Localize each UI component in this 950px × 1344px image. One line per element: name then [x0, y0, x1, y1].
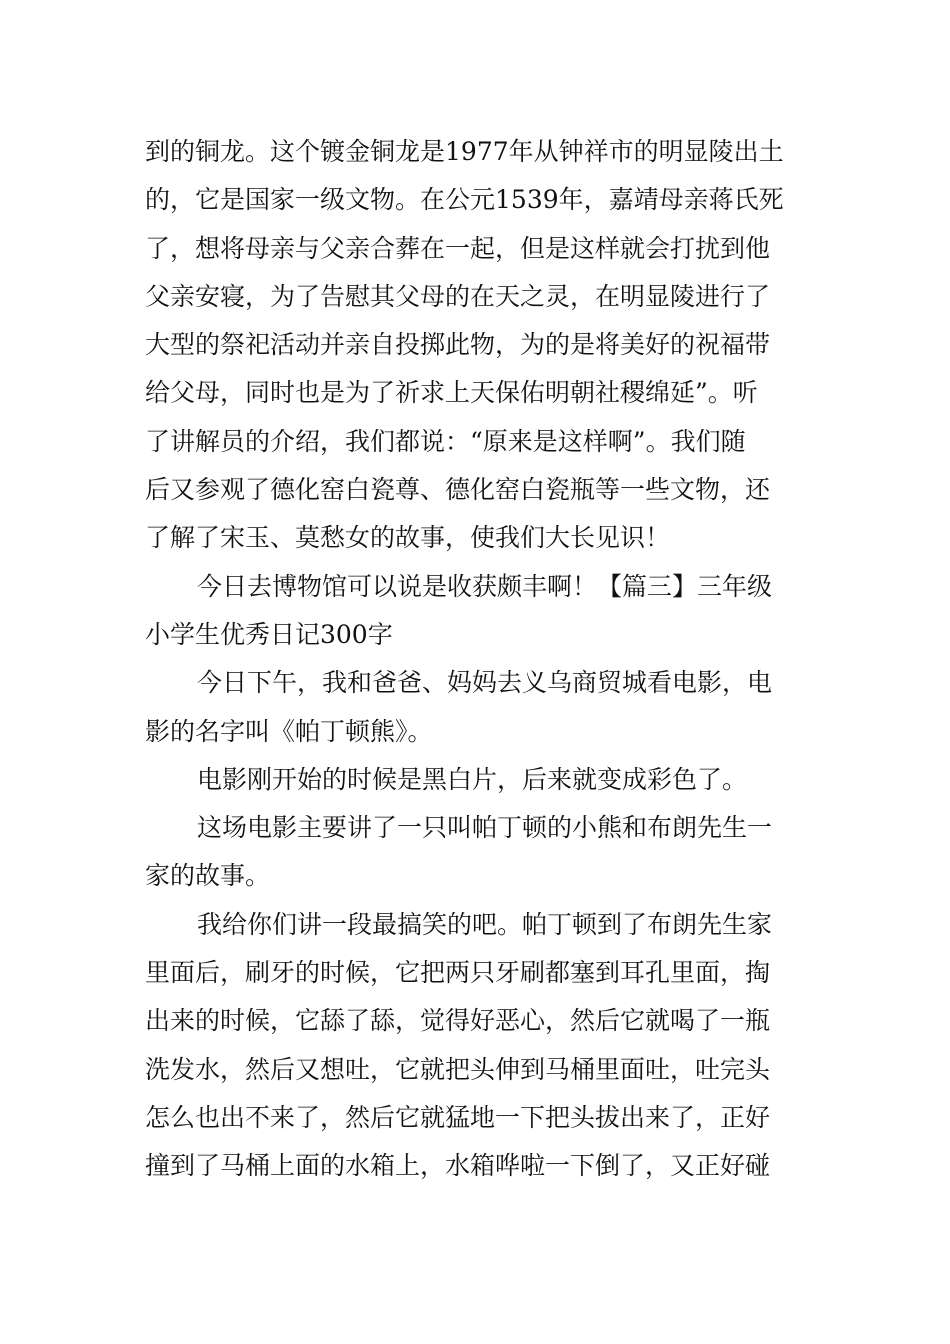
text-line: 了解了宋玉、莫愁女的故事，使我们大长见识！ — [145, 523, 671, 553]
text-line: 今日去博物馆可以说是收获颇丰啊！【篇三】三年级 — [197, 571, 773, 601]
text-line: 电影刚开始的时候是黑白片，后来就变成彩色了。 — [197, 764, 748, 794]
text-line: 今日下午，我和爸爸、妈妈去义乌商贸城看电影，电 — [197, 668, 773, 698]
text-line: 大型的祭祀活动并亲自投掷此物，为的是将美好的祝福带 — [145, 330, 771, 360]
text-line: 撞到了马桶上面的水箱上，水箱哗啦一下倒了，又正好碰 — [145, 1151, 771, 1181]
text-line: 了，想将母亲与父亲合葬在一起，但是这样就会打扰到他 — [145, 233, 771, 263]
text-line: 洗发水，然后又想吐，它就把头伸到马桶里面吐，吐完头 — [145, 1054, 771, 1084]
text-line: 里面后，刷牙的时候，它把两只牙刷都塞到耳孔里面，掏 — [145, 958, 771, 988]
text-line: 给父母，同时也是为了祈求上天保佑明朝社稷绵延”。听 — [145, 378, 758, 408]
text-line: 了讲解员的介绍，我们都说：“原来是这样啊”。我们随 — [145, 426, 746, 456]
text-line: 我给你们讲一段最搞笑的吧。帕丁顿到了布朗先生家 — [197, 909, 773, 939]
text-line: 家的故事。 — [145, 861, 271, 891]
text-line: 小学生优秀日记300字 — [145, 619, 393, 649]
text-line: 父亲安寝，为了告慰其父母的在天之灵，在明显陵进行了 — [145, 281, 771, 311]
text-line: 后又参观了德化窑白瓷尊、德化窑白瓷瓶等一些文物，还 — [145, 475, 771, 505]
text-line: 这场电影主要讲了一只叫帕丁顿的小熊和布朗先生一 — [197, 813, 773, 843]
text-line: 影的名字叫《帕丁顿熊》。 — [145, 716, 433, 746]
text-line: 怎么也出不来了，然后它就猛地一下把头拔出来了，正好 — [145, 1102, 771, 1132]
document-body — [145, 128, 815, 1191]
text-line: 的，它是国家一级文物。在公元1539年，嘉靖母亲蒋氏死 — [145, 185, 784, 215]
text-line: 到的铜龙。这个镀金铜龙是1977年从钟祥市的明显陵出土 — [145, 137, 784, 166]
text-line: 出来的时候，它舔了舔，觉得好恶心，然后它就喝了一瓶 — [145, 1006, 771, 1036]
